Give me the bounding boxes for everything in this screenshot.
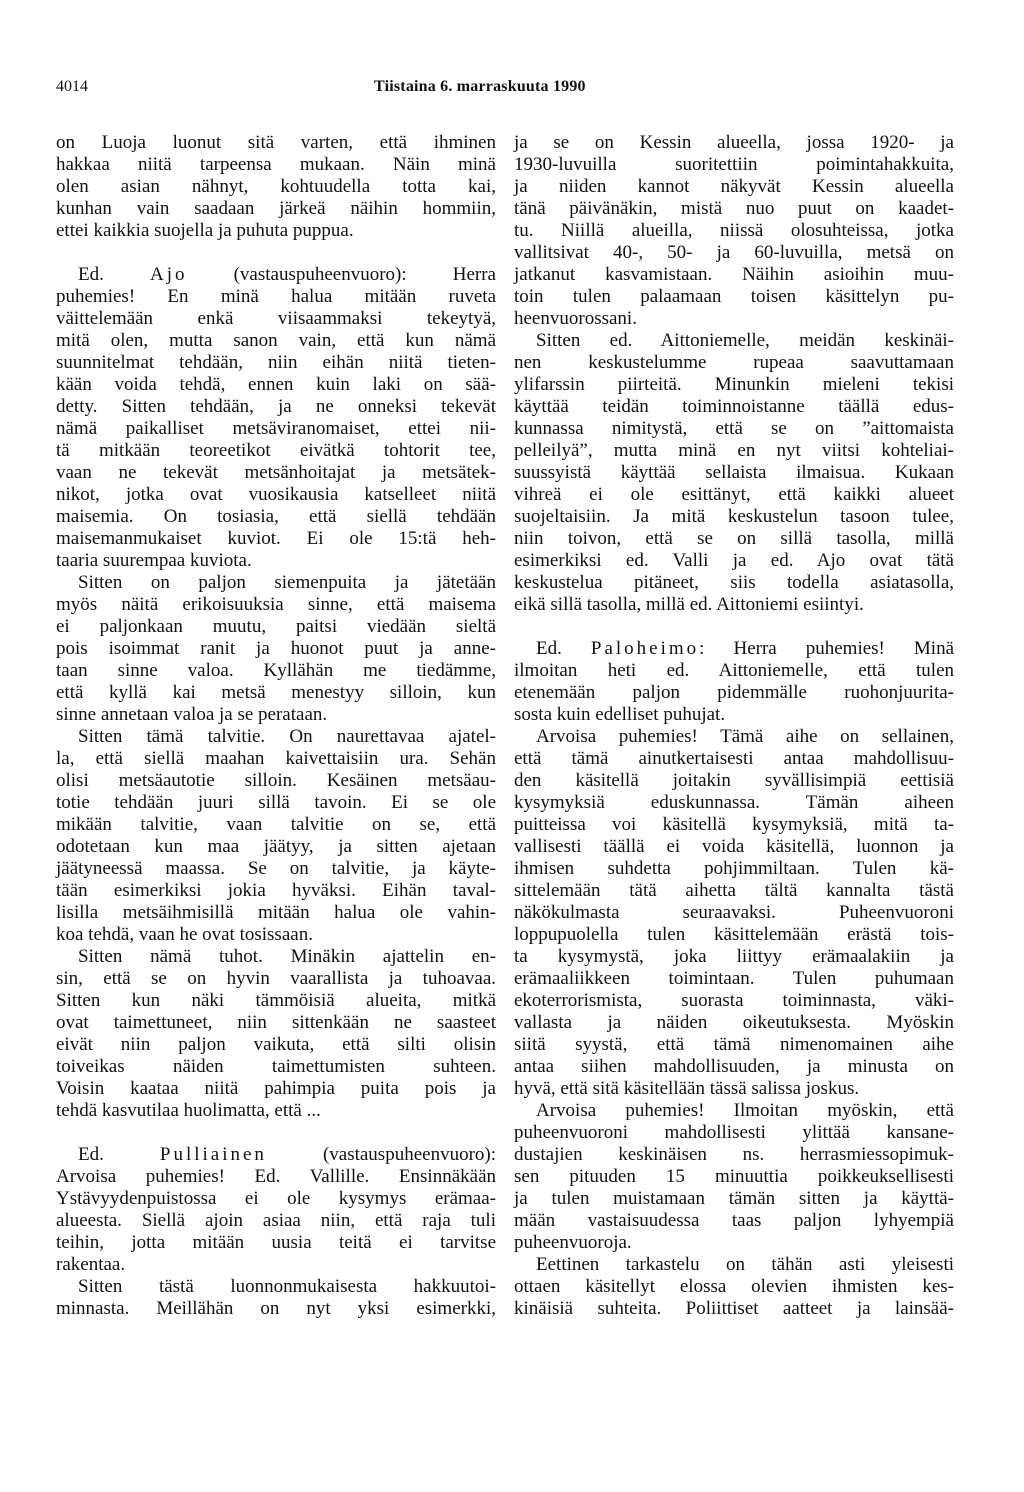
text-line: den käsitellä joitakin syvällisimpiä eettisiä: [514, 770, 954, 791]
text-line: suunnitelmat tehdään, niin eihän niitä tieten-: [56, 352, 496, 373]
text-line: toin tulen palaamaan toisen käsittelyn pu-: [514, 286, 954, 307]
text-line: loppupuolella tulen käsittelemään erästä tois-: [514, 924, 954, 945]
text-line: Sitten on paljon siemenpuita ja jätetään: [78, 572, 496, 593]
text-line: dustajien keskinäisen ns. herrasmiessopimuk-: [514, 1144, 954, 1165]
text-line: ovat taimettuneet, niin sittenkään ne saasteet: [56, 1012, 496, 1033]
page-number: 4014: [56, 78, 88, 95]
text-line: ihmisen suhdetta pohjimmiltaan. Tulen kä-: [514, 858, 954, 879]
text-line: heenvuorossani.: [514, 308, 637, 329]
text-line: jatkanut kasvamistaan. Näihin asioihin muu-: [514, 264, 954, 285]
text-line: totie tehdään juuri sillä tavoin. Ei se ole: [56, 792, 496, 813]
text-line: ja niiden kannot näkyvät Kessin alueella: [514, 176, 954, 197]
text-line: vallisesti täällä ei voida käsitellä, luonnon ja: [514, 836, 954, 857]
text-line: maisemanmukaiset kuviot. Ei ole 15:tä heh-: [56, 528, 496, 549]
running-head: Tiistaina 6. marraskuuta 1990: [374, 78, 586, 95]
text-line: erämaaliikkeen toimintaan. Tulen puhumaan: [514, 968, 954, 989]
text-line: ettei kaikkia suojella ja puhuta puppua.: [56, 220, 354, 241]
text-line: hyvä, että sitä käsitellään tässä salissa joskus.: [514, 1078, 860, 1099]
text-line: kunhan vain saadaan järkeä näihin hommiin,: [56, 198, 496, 219]
text-line: eivät niin paljon vaikuta, että silti olisin: [56, 1034, 496, 1055]
text-line: teihin, jotta mitään uusia teitä ei tarvitse: [56, 1232, 496, 1253]
speaker-remark: : Herra puhemies! Minä: [699, 638, 955, 659]
text-line: jäätyneessä maassa. Se on talvitie, ja käyte-: [56, 858, 496, 879]
text-line: Arvoisa puhemies! Ilmoitan myöskin, että: [536, 1100, 954, 1121]
paragraph-gap: [56, 1122, 496, 1144]
text-line: esimerkiksi ed. Valli ja ed. Ajo ovat tätä: [514, 550, 954, 571]
text-line: hakkaa niitä tarpeensa mukaan. Näin minä: [56, 154, 496, 175]
text-line: ylifarssin piirteitä. Minunkin mieleni tekisi: [514, 374, 954, 395]
text-line: väittelemään enkä viisaammaksi tekeytyä,: [56, 308, 496, 329]
text-line: etenemään paljon pidemmälle ruohonjuurita-: [514, 682, 954, 703]
speaker-remark: (vastauspuheenvuoro): Herra: [187, 264, 496, 285]
text-line: tu. Niillä alueilla, niissä olosuhteissa, jotka: [514, 220, 954, 241]
text-line: puitteissa voi käsitellä kysymyksiä, mitä ta-: [514, 814, 954, 835]
text-line: vallasta ja näiden oikeutuksesta. Myöskin: [514, 1012, 954, 1033]
text-line: tään esimerkiksi jokia hyväksi. Eihän taval-: [56, 880, 496, 901]
text-line: Ystävyydenpuistossa ei ole kysymys erämaa-: [56, 1188, 496, 1209]
text-line: pelleilyä”, mutta minä en nyt viitsi kohteliai-: [514, 440, 954, 461]
text-line: eikä sillä tasolla, millä ed. Aittoniemi esiintyi.: [514, 594, 864, 615]
text-line: suojeltaisiin. Ja mitä keskustelun tasoon tulee,: [514, 506, 954, 527]
text-line: vallitsivat 40-, 50- ja 60-luvuilla, metsä on: [514, 242, 954, 263]
text-line: taan sinne valoa. Kyllähän me tiedämme,: [56, 660, 496, 681]
text-line: odotetaan kun maa jäätyy, ja sitten ajetaan: [56, 836, 496, 857]
speaker-name: Pulliainen: [159, 1144, 267, 1165]
speaker-name: Ajo: [149, 264, 188, 285]
text-line: siitä syystä, että tämä nimenomainen aihe: [514, 1034, 954, 1055]
text-line: alueesta. Siellä ajoin asiaa niin, että raja tuli: [56, 1210, 496, 1231]
text-line: käyttää teidän toiminnoistanne täällä edus-: [514, 396, 954, 417]
text-line: toiveikas näiden taimettumisten suhteen.: [56, 1056, 496, 1077]
text-line: näkökulmasta seuraavaksi. Puheenvuoroni: [514, 902, 954, 923]
speaker-line: [56, 264, 496, 286]
speaker-prefix: Ed.: [536, 638, 591, 659]
text-line: ta kysymystä, joka liittyy erämaalakiin ja: [514, 946, 954, 967]
text-line: Sitten tämä talvitie. On naurettavaa ajatel-: [78, 726, 496, 747]
text-line: puheenvuoroni mahdollisesti ylittää kansane-: [514, 1122, 954, 1143]
text-line: olen asian nähnyt, kohtuudella totta kai,: [56, 176, 496, 197]
text-line: myös näitä erikoisuuksia sinne, että maisema: [56, 594, 496, 615]
text-line: mikään talvitie, vaan talvitie on se, että: [56, 814, 496, 835]
text-line: 1930-luvuilla suoritettiin poimintahakkuita,: [514, 154, 954, 175]
text-line: taaria suurempaa kuviota.: [56, 550, 252, 571]
text-line: tä mitkään teoreetikot eivätkä tohtorit tee,: [56, 440, 496, 461]
right-text-column: [514, 132, 954, 1320]
text-line: minnasta. Meillähän on nyt yksi esimerkki,: [56, 1298, 496, 1319]
paragraph-gap: [56, 242, 496, 264]
text-line: sin, että se on hyvin vaarallista ja tuhoavaa.: [56, 968, 496, 989]
text-line: mitä olen, mutta sanon vain, että kun nämä: [56, 330, 496, 351]
text-line: puhemies! En minä halua mitään ruveta: [56, 286, 496, 307]
text-line: ekoterrorismista, suorasta toiminnasta, väki-: [514, 990, 954, 1011]
text-line: vihreä ei ole esittänyt, että kaikki alueet: [514, 484, 954, 505]
text-line: Arvoisa puhemies! Ed. Vallille. Ensinnäkään: [56, 1166, 496, 1187]
text-line: puheenvuoroja.: [514, 1232, 632, 1253]
text-line: kunnassa nimitystä, että se on ”aittomaista: [514, 418, 954, 439]
text-line: sen pituuden 15 minuuttia poikkeuksellisesti: [514, 1166, 954, 1187]
text-line: sittelemään tätä aihetta tältä kannalta tästä: [514, 880, 954, 901]
text-line: la, että siellä maahan kaivettaisiin ura. Sehän: [56, 748, 496, 769]
text-line: Sitten kun näki tämmöisiä alueita, mitkä: [56, 990, 496, 1011]
paragraph-gap: [514, 616, 954, 638]
text-line: nikot, jotka ovat vuosikausia katselleet niitä: [56, 484, 496, 505]
left-text-column: [56, 132, 496, 1320]
text-line: Arvoisa puhemies! Tämä aihe on sellainen,: [536, 726, 954, 747]
text-line: vaan ne tekevät metsänhoitajat ja metsätek-: [56, 462, 496, 483]
text-line: koa tehdä, vaan he ovat tosissaan.: [56, 924, 313, 945]
text-line: Sitten nämä tuhot. Minäkin ajattelin en-: [78, 946, 496, 967]
text-line: antaa siihen mahdollisuuden, ja minusta on: [514, 1056, 954, 1077]
text-line: ilmoitan heti ed. Aittoniemelle, että tulen: [514, 660, 954, 681]
text-line: ottaen käsitellyt elossa olevien ihmisten kes-: [514, 1276, 954, 1297]
speaker-line: [514, 638, 954, 660]
text-line: Sitten ed. Aittoniemelle, meidän keskinäi-: [536, 330, 954, 351]
speaker-name: Paloheimo: [590, 638, 700, 659]
text-line: kään voida tehdä, ennen kuin laki on sää-: [56, 374, 496, 395]
text-line: nämä paikalliset metsäviranomaiset, ettei nii-: [56, 418, 496, 439]
text-line: että tämä ainutkertaisesti antaa mahdollisuu-: [514, 748, 954, 769]
speaker-prefix: Ed.: [78, 1144, 160, 1165]
text-line: Voisin kaataa niitä pahimpia puita pois ja: [56, 1078, 496, 1099]
text-line: Sitten tästä luonnonmukaisesta hakkuutoi-: [78, 1276, 496, 1297]
text-line: rakentaa.: [56, 1254, 126, 1275]
text-line: suussyistä käyttää sellaista ilmaisua. Kukaan: [514, 462, 954, 483]
text-line: maisemia. On tosiasia, että siellä tehdään: [56, 506, 496, 527]
text-line: niin toivon, että se on sillä tasolla, millä: [514, 528, 954, 549]
text-line: kinäisiä suhteita. Poliittiset aatteet ja lainsää-: [514, 1298, 954, 1319]
text-line: kysymyksiä eduskunnassa. Tämän aiheen: [514, 792, 954, 813]
text-line: keskustelua pitäneet, siis todella asiatasolla,: [514, 572, 954, 593]
text-line: mään vastaisuudessa taas paljon lyhyempiä: [514, 1210, 954, 1231]
text-line: Eettinen tarkastelu on tähän asti yleisesti: [536, 1254, 954, 1275]
text-line: tehdä kasvutilaa huolimatta, että ...: [56, 1100, 321, 1121]
text-line: olisi metsäautotie silloin. Kesäinen metsäau-: [56, 770, 496, 791]
text-line: tänä päivänäkin, mistä nuo puut on kaadet-: [514, 198, 954, 219]
speaker-prefix: Ed.: [78, 264, 150, 285]
text-line: pois isoimmat ranit ja huonot puut ja anne-: [56, 638, 496, 659]
text-line: että kyllä kai metsä menestyy silloin, kun: [56, 682, 496, 703]
text-line: sinne annetaan valoa ja se perataan.: [56, 704, 328, 725]
text-line: lisilla metsäihmisillä mitään halua ole vahin-: [56, 902, 496, 923]
speaker-remark: (vastauspuheenvuoro):: [266, 1144, 497, 1165]
text-line: ei paljonkaan muutu, paitsi viedään sieltä: [56, 616, 496, 637]
speaker-line: [56, 1144, 496, 1166]
text-line: on Luoja luonut sitä varten, että ihminen: [56, 132, 496, 153]
text-line: ja tulen muistamaan tämän sitten ja käyttä-: [514, 1188, 954, 1209]
text-line: nen keskustelumme rupeaa saavuttamaan: [514, 352, 954, 373]
text-line: sosta kuin edelliset puhujat.: [514, 704, 726, 725]
text-line: detty. Sitten tehdään, ja ne onneksi tekevät: [56, 396, 496, 417]
text-line: ja se on Kessin alueella, jossa 1920- ja: [514, 132, 954, 153]
